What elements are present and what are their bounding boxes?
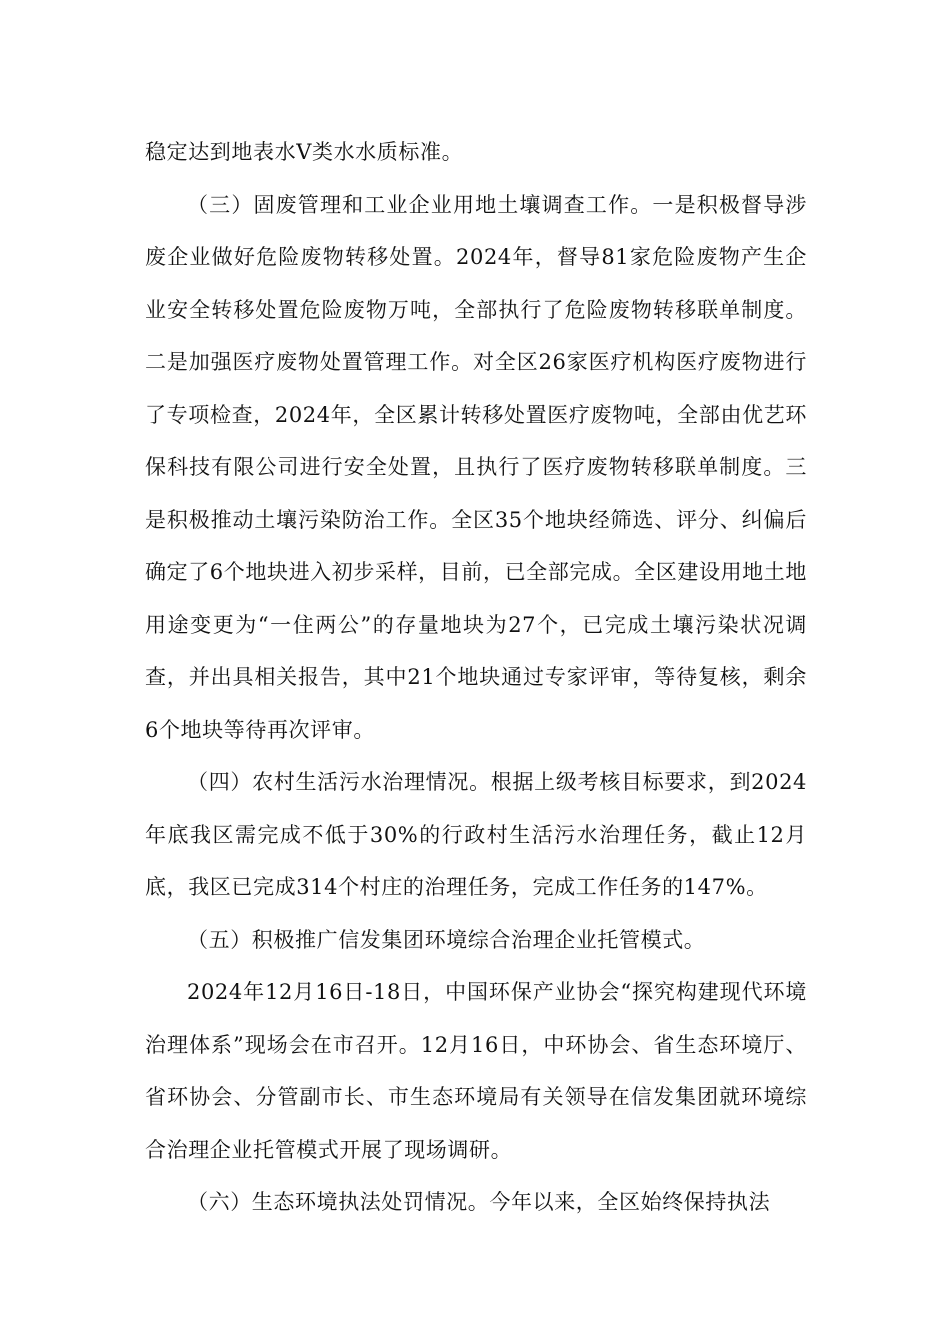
paragraph-solid-waste: （三）固废管理和工业企业用地土壤调查工作。一是积极督导涉废企业做好危险废物转移处置。2024年，督导81家危险废物产生企业安全转移处置危险废物万吨，全部执行了危险废物转移联单制度。二是加强医疗废物处置管理工作。对全区26家医疗机构医疗废物进行了专项检查，2024年，全区累计转移处置医疗废物吨，全部由优艺环保科技有限公司进行安全处置，且执行了医疗废物转移联单制度。三是积极推动土壤污染防治工作。全区35个地块经筛选、评分、纠偏后确定了6个地块进入初步采样，目前，已全部完成。全区建设用地土地用途变更为“一住两公”的存量地块为27个，已完成土壤污染状况调查，并出具相关报告，其中21个地块通过专家评审，等待复核，剩余6个地块等待再次评审。 (145, 192, 807, 742)
paragraph-xinfa-heading: （五）积极推广信发集团环境综合治理企业托管模式。 (187, 927, 706, 952)
paragraph-water-quality-end: 稳定达到地表水Ⅴ类水水质标准。 (145, 140, 464, 164)
paragraph-rural-sewage: （四）农村生活污水治理情况。根据上级考核目标要求，到2024年底我区需完成不低于30%的行政村生活污水治理任务，截止12月底，我区已完成314个村庄的治理任务，完成工作任务的147%。 (145, 770, 807, 899)
document-body (145, 126, 807, 1229)
paragraph-enforcement: （六）生态环境执法处罚情况。今年以来，全区始终保持执法 (187, 1190, 771, 1214)
paragraph-xinfa-meeting: 2024年12月16日-18日，中国环保产业协会“探究构建现代环境治理体系”现场会在市召开。12月16日，中环协会、省生态环境厅、省环协会、分管副市长、市生态环境局有关领导在信发集团就环境综合治理企业托管模式开展了现场调研。 (145, 980, 807, 1162)
